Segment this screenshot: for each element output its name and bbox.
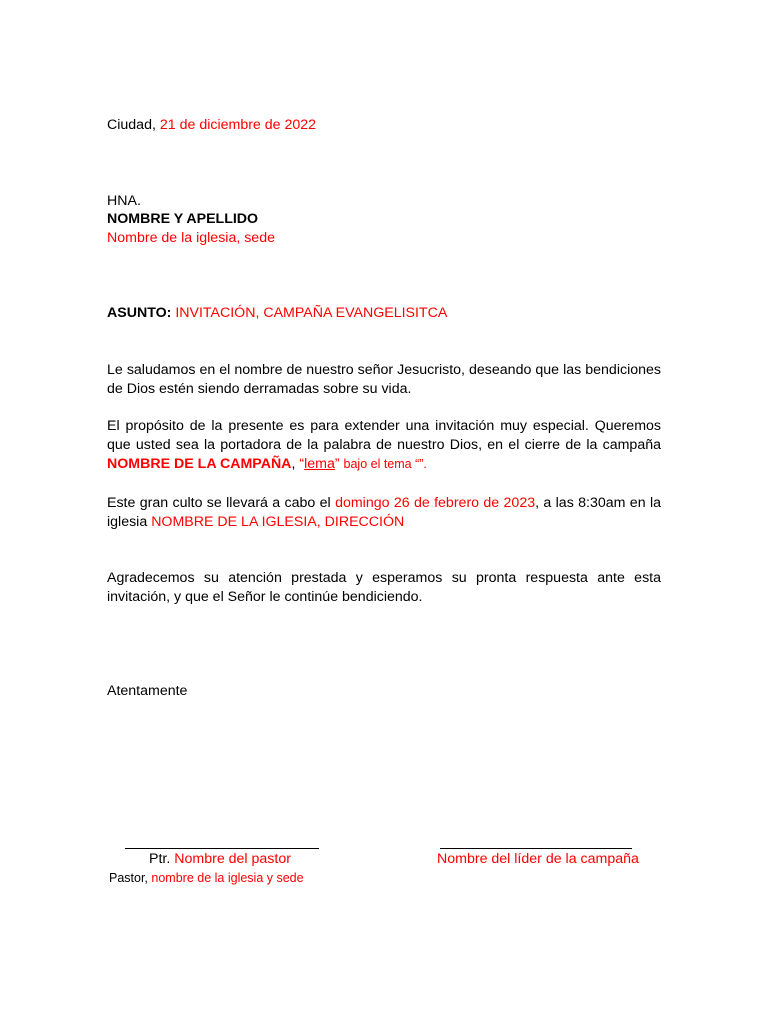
purpose-text: El propósito de la presente es para extender una invitación muy especial. Queremos que usted sea la portadora de la palabra de nuestro Dios, en el cierre de la campaña [107, 418, 661, 453]
recipient-church: Nombre de la iglesia, sede [107, 230, 275, 246]
signature-left-role-prefix: Pastor, [109, 871, 148, 885]
signature-left-prefix: Ptr. [149, 851, 171, 867]
event-date: domingo 26 de febrero de 2023 [335, 495, 536, 511]
city-comma: , [151, 117, 156, 133]
event-church: NOMBRE DE LA IGLESIA, DIRECCIÓN [151, 514, 405, 530]
place-date-line [107, 116, 316, 134]
recipient-title: HNA. [107, 193, 141, 209]
signature-left-name [149, 850, 291, 868]
campaign-leader-name: Nombre del líder de la campaña [437, 851, 639, 867]
campaign-name: NOMBRE DE LA CAMPAÑA [107, 456, 292, 472]
lema-close-quote: ” [334, 456, 340, 472]
subject-label: ASUNTO: [107, 305, 172, 321]
subject-line [107, 304, 447, 322]
body-paragraph-purpose [107, 417, 661, 474]
subject-value: INVITACIÓN, CAMPAÑA EVANGELISITCA [175, 305, 448, 321]
tema-text: bajo el tema “”. [343, 457, 427, 471]
body-paragraph-event [107, 494, 661, 532]
campaign-separator: , [291, 456, 296, 472]
city: Ciudad [107, 117, 152, 133]
pastor-name: Nombre del pastor [174, 851, 291, 867]
lema-open-quote: “ [299, 456, 305, 472]
event-text-b: , a las 8:30am en la iglesia [107, 495, 661, 530]
body-paragraph-thanks: Agradecemos su atención prestada y esperamos su pronta respuesta ante esta invitación, y que el Señor le continúe bendiciendo. [107, 570, 661, 605]
signature-line-left [125, 848, 319, 849]
recipient-name: NOMBRE Y APELLIDO [107, 211, 259, 227]
closing: Atentamente [107, 683, 188, 699]
event-text-a: Este gran culto se llevará a cabo el [107, 495, 331, 511]
signature-line-right [440, 848, 632, 849]
letter-date: 21 de diciembre de 2022 [159, 117, 317, 133]
pastor-church: nombre de la iglesia y sede [151, 871, 304, 885]
lema-text: lema [304, 456, 335, 472]
signature-left-role [109, 869, 304, 887]
body-paragraph-greeting: Le saludamos en el nombre de nuestro señor Jesucristo, deseando que las bendiciones de Dios estén siendo derramadas sobre su vida. [107, 362, 661, 397]
